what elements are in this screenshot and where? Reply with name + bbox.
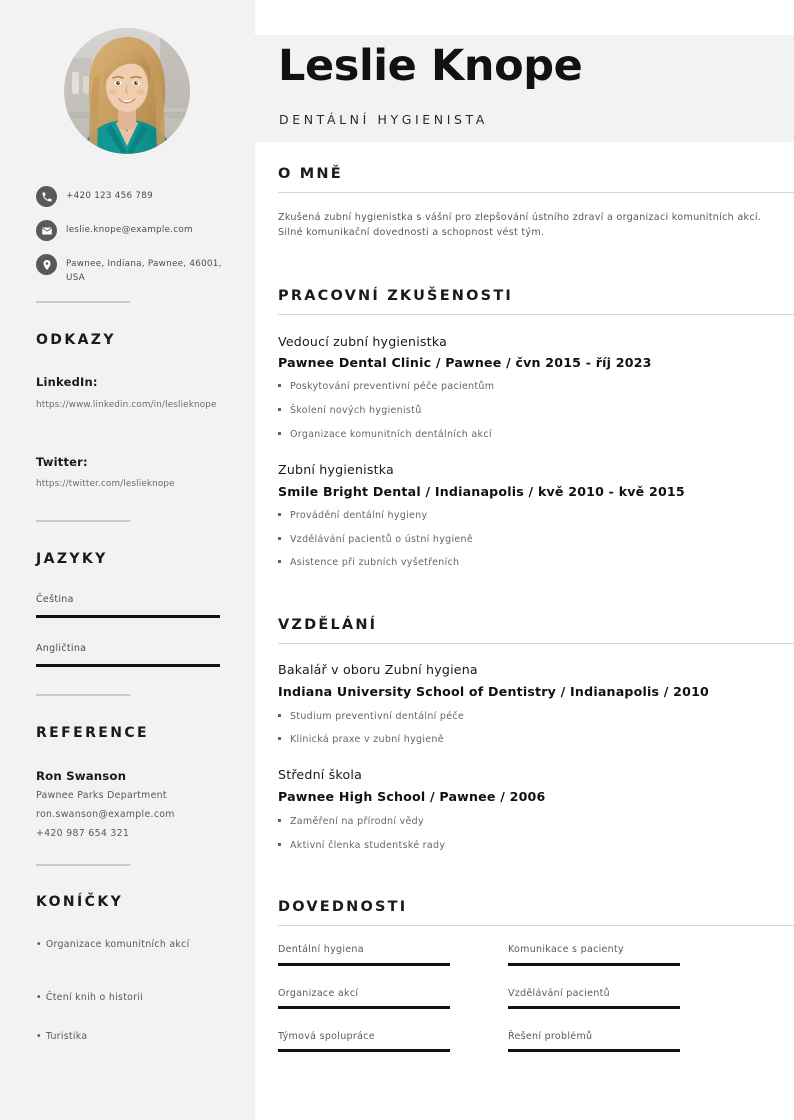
education-bullet-text: Zaměření na přírodní vědy xyxy=(290,816,424,827)
skill-bar-4 xyxy=(278,1049,450,1052)
experience-meta-1: Smile Bright Dental / Indianapolis / kvě 2010 - kvě 2015 xyxy=(278,484,685,499)
bullet-square xyxy=(278,537,281,540)
education-title-1: Střední škola xyxy=(278,767,362,782)
page-title: Leslie Knope xyxy=(278,41,583,91)
language-name-1: Angličtina xyxy=(36,643,87,654)
experience-bullet-text: Organizace komunitních dentálních akcí xyxy=(290,429,492,440)
skill-name-0: Dentální hygiena xyxy=(278,944,364,955)
job-title: DENTÁLNÍ HYGIENISTA xyxy=(279,112,488,127)
experience-bullet-1-1 xyxy=(278,534,473,545)
experience-bullet-text: Školení nových hygienistů xyxy=(290,405,422,416)
skills-rule xyxy=(278,925,794,926)
education-bullet-text: Studium preventivní dentální péče xyxy=(290,711,465,722)
twitter-url[interactable]: https://twitter.com/leslieknope xyxy=(36,479,175,489)
hobby-item-0 xyxy=(36,937,228,952)
reference-name: Ron Swanson xyxy=(36,769,127,783)
skill-bar-fill-1 xyxy=(508,963,680,966)
skill-name-5: Řešení problémů xyxy=(508,1031,593,1042)
references-heading: REFERENCE xyxy=(36,725,149,741)
bullet-dot: • xyxy=(36,992,42,1003)
contact-row-email xyxy=(36,220,236,241)
language-bar-fill-1 xyxy=(36,664,220,667)
language-name-0: Čeština xyxy=(36,594,74,605)
bullet-dot: • xyxy=(36,1031,42,1042)
main-column xyxy=(255,0,794,1120)
hobby-text-2: Turistika xyxy=(45,1031,88,1042)
bullet-square xyxy=(278,714,281,717)
sidebar-divider-1 xyxy=(36,301,130,303)
bullet-square xyxy=(278,408,281,411)
education-heading: VZDĚLÁNÍ xyxy=(278,617,378,633)
education-bullet-text: Aktivní členka studentské rady xyxy=(290,840,446,851)
phone-icon xyxy=(36,186,57,207)
avatar xyxy=(64,28,190,154)
experience-title-1: Zubní hygienistka xyxy=(278,462,394,477)
bullet-square xyxy=(278,513,281,516)
hobby-item-1 xyxy=(36,990,228,1005)
bullet-dot: • xyxy=(36,939,42,950)
experience-bullet-text: Vzdělávání pacientů o ústní hygieně xyxy=(290,534,474,545)
envelope-icon xyxy=(36,220,57,241)
hobbies-heading: KONÍČKY xyxy=(36,894,124,910)
bullet-square xyxy=(278,560,281,563)
skill-bar-5 xyxy=(508,1049,680,1052)
experience-bullet-0-2 xyxy=(278,429,492,440)
education-bullet-0-0 xyxy=(278,711,464,722)
hobby-text-0: Organizace komunitních akcí xyxy=(45,939,190,950)
skills-heading: DOVEDNOSTI xyxy=(278,899,408,915)
hobby-text-1: Čtení knih o historii xyxy=(45,992,144,1003)
skill-bar-fill-5 xyxy=(508,1049,680,1052)
map-pin-icon xyxy=(36,254,57,275)
skill-bar-fill-4 xyxy=(278,1049,450,1052)
bullet-square xyxy=(278,819,281,822)
reference-phone: +420 987 654 321 xyxy=(36,828,130,839)
linkedin-url[interactable]: https://www.linkedin.com/in/leslieknope xyxy=(36,400,217,410)
experience-bullet-text: Asistence při zubních vyšetřeních xyxy=(290,557,460,568)
skill-bar-2 xyxy=(278,1006,450,1009)
skill-bar-3 xyxy=(508,1006,680,1009)
skill-bar-fill-0 xyxy=(278,963,450,966)
sidebar-divider-2 xyxy=(36,520,130,522)
about-text: Zkušená zubní hygienistka s vášní pro zlepšování ústního zdraví a organizaci komunitních akcí. Silné komunikační dovednosti a schopnost vést tým. xyxy=(278,212,762,238)
experience-title-0: Vedoucí zubní hygienistka xyxy=(278,334,448,349)
experience-rule xyxy=(278,314,794,315)
experience-bullet-0-0 xyxy=(278,381,494,392)
sidebar xyxy=(0,0,255,1120)
phone-text: +420 123 456 789 xyxy=(66,191,153,201)
skill-name-4: Týmová spolupráce xyxy=(278,1031,375,1042)
skill-name-1: Komunikace s pacienty xyxy=(508,944,624,955)
skill-bar-fill-2 xyxy=(278,1006,450,1009)
skill-bar-1 xyxy=(508,963,680,966)
education-title-0: Bakalář v oboru Zubní hygiena xyxy=(278,662,478,677)
experience-bullet-1-2 xyxy=(278,557,459,568)
skill-name-3: Vzdělávání pacientů xyxy=(508,988,610,999)
education-meta-0: Indiana University School of Dentistry / Indianapolis / 2010 xyxy=(278,684,710,699)
address-text: Pawnee, Indiana, Pawnee, 46001, USA xyxy=(66,259,222,283)
experience-bullet-1-0 xyxy=(278,510,427,521)
language-bar-fill-0 xyxy=(36,615,220,618)
about-rule xyxy=(278,192,794,193)
bullet-square xyxy=(278,384,281,387)
education-meta-1: Pawnee High School / Pawnee / 2006 xyxy=(278,789,546,804)
skill-bar-fill-3 xyxy=(508,1006,680,1009)
linkedin-label: LinkedIn: xyxy=(36,375,98,389)
language-bar-1 xyxy=(36,664,220,667)
bullet-square xyxy=(278,737,281,740)
experience-heading: PRACOVNÍ ZKUŠENOSTI xyxy=(278,288,514,304)
education-bullet-0-1 xyxy=(278,734,444,745)
contact-row-phone xyxy=(36,186,236,207)
contact-row-address xyxy=(36,254,236,285)
experience-bullet-text: Poskytování preventivní péče pacientům xyxy=(290,381,495,392)
twitter-label: Twitter: xyxy=(36,455,88,469)
profile-photo xyxy=(64,28,190,154)
language-bar-0 xyxy=(36,615,220,618)
links-heading: ODKAZY xyxy=(36,332,116,348)
education-bullet-text: Klinická praxe v zubní hygieně xyxy=(290,734,444,745)
education-bullet-1-0 xyxy=(278,816,424,827)
reference-email: ron.swanson@example.com xyxy=(36,809,175,820)
about-heading: O MNĚ xyxy=(278,166,343,182)
experience-meta-0: Pawnee Dental Clinic / Pawnee / čvn 2015 - říj 2023 xyxy=(278,355,652,370)
education-bullet-1-1 xyxy=(278,840,445,851)
reference-organization: Pawnee Parks Department xyxy=(36,790,167,801)
skill-bar-0 xyxy=(278,963,450,966)
hobby-item-2 xyxy=(36,1029,228,1044)
sidebar-divider-4 xyxy=(36,864,130,866)
bullet-square xyxy=(278,843,281,846)
contact-list xyxy=(36,186,236,298)
education-rule xyxy=(278,643,794,644)
experience-bullet-text: Provádění dentální hygieny xyxy=(290,510,428,521)
experience-bullet-0-1 xyxy=(278,405,422,416)
languages-heading: JAZYKY xyxy=(36,551,108,567)
bullet-square xyxy=(278,432,281,435)
sidebar-divider-3 xyxy=(36,694,130,696)
skill-name-2: Organizace akcí xyxy=(278,988,359,999)
email-text: leslie.knope@example.com xyxy=(66,225,193,235)
